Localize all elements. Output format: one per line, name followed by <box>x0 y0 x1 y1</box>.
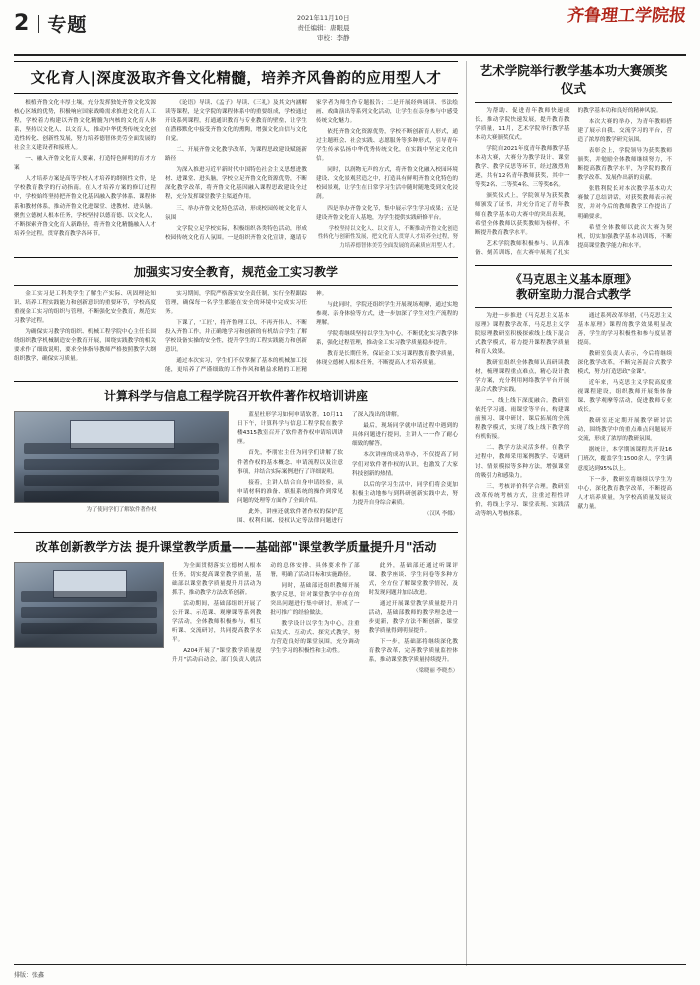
audience-row <box>24 475 220 486</box>
paragraph: 为全面贯彻落实立德树人根本任务，切实提高课堂教学质量，基础部以课堂教学质量提升月活动为抓手，推动教学方法改革创新。 <box>172 562 262 596</box>
paragraph: 近年来，马克思主义学院高度重视课程建设，组织教师开展集体备课、教学观摩等活动，促进教师专业成长。 <box>577 380 672 414</box>
right-article2-title-line1: 《马克思主义基本原理》 <box>510 271 637 286</box>
paragraph: 教学设计以学生为中心，注重启发式、互动式、探究式教学，努力营造良好的课堂氛围，充分调动学生学习的积极性和主动性。 <box>270 621 360 655</box>
page-number-block <box>14 10 87 37</box>
page-columns <box>14 61 686 966</box>
right-article2-rule <box>475 307 672 308</box>
article2-title: 加强实习安全教育，规范金工实习教学 <box>133 264 338 279</box>
paper-nameplate: 齐鲁理工学院报 <box>565 6 688 26</box>
lead-title-separator: | <box>90 70 97 87</box>
article3-title: 计算科学与信息工程学院召开软件著作权培训讲座 <box>103 389 368 404</box>
article3-block <box>14 411 458 526</box>
byline: 学校坚持以文化人、以文育人，不断推动齐鲁文化创造性转化与创新性发展，把文化育人贯穿人才培养全过程，努力培养德智体美劳全面发展的高素质应用型人才。 <box>317 225 458 250</box>
paragraph: 以后的学习生活中，同学们将会更加积极主动地参与到科研创新实践中去，努力提升自身综合素质。 <box>352 481 458 506</box>
paragraph: 一、融入齐鲁文化育人要素，打造特色鲜明的育才方案 <box>14 156 156 172</box>
byline: （梁晓丽 李晓杰） <box>413 668 458 675</box>
lead-article-body <box>14 99 458 251</box>
main-column <box>14 61 466 966</box>
article4-body <box>172 562 458 676</box>
section-name: 专题 <box>47 14 88 36</box>
paragraph: 据统计，本学期该课程共开设16门班次，覆盖学生1500余人，学生满意度达到95%以上。 <box>577 447 672 472</box>
paragraph: 蓝星杜形学习如何申请软著。10月11日下午，计算科学与信息工程学院在教学楼4315教室召开了软件著作权申请培训讲座。 <box>237 412 343 446</box>
article4-title: 改革创新教学方法 提升课堂教学质量——基础部"课堂教学质量提升月"活动 <box>35 539 437 554</box>
paragraph: 人才培养方案是高等学校人才培养的纲领性文件，是学校教育教学的行动指南。在人才培养方案的修订过程中，学校始终坚持把齐鲁文化基因融入教学体系、课程体系和教材体系，推动齐鲁文化进课堂、进教材、进头脑。聚焦立德树人根本任务，学校坚持以德育德、以文化人，不断探索齐鲁文化育人新路径，将齐鲁文化精髓融入人才培养全过程，贯穿教育教学各环节。 <box>14 176 156 237</box>
right-article2-body <box>475 312 672 519</box>
paragraph: 活动期间，基础部组织开展了公开课、示范课、观摩课等系列教学活动，全体教师积极参与，相互听课、交流研讨，共同提高教学水平。 <box>172 601 262 644</box>
paragraph: 与此同时，学院还组织学生开展现场观摩，通过实地参观、亲身体验等方式，进一步加深了学生对生产流程的理解。 <box>316 301 458 326</box>
paragraph: 本次讲座的成功举办，不仅提高了同学们对软件著作权的认识，也激发了大家科技创新的热情。 <box>352 452 458 477</box>
lead-headline <box>14 61 458 94</box>
paragraph: 依托齐鲁文化资源优势，学校不断创新育人形式，通过主题班会、社会实践、志愿服务等多种形式，引导青年学生传承弘扬中华优秀传统文化，在实践中坚定文化自信。 <box>316 129 458 163</box>
paragraph: 此外，基础部还通过听课评课、教学座谈、学生问卷等多种方式，全方位了解课堂教学情况，及时发现问题并加以改进。 <box>368 562 458 596</box>
paragraph: 教研室还定期开展教学研讨活动，围绕教学中的重点难点问题展开交流，形成了浓厚的教研氛围。 <box>577 418 672 443</box>
paragraph: 根植齐鲁文化丰厚土壤，充分发挥独处齐鲁文化发源核心区域的优势，积极响应国家战略需求推进文化育人工程，学校着力构建以齐鲁文化精髓为内核的文化育人体系，坚持以文化人、以文育人，推动中华优秀传统文化创造性转化、创新性发展，努力培养德智体美劳全面发展的社会主义建设者和接班人。 <box>14 100 156 152</box>
lecture-photo <box>14 411 229 503</box>
paragraph: 教育是长期任务，保证金工实习课程教育教学质量，体现立德树人根本任务，不断提高人才培养质量。 <box>316 351 458 367</box>
audience-rows <box>24 443 220 497</box>
masthead-meta <box>297 13 350 43</box>
paragraph: 通过本次实习，学生们不仅掌握了基本的机械加工技能，更培养了严谨细致的工作作风和精益求精的工匠精神。 <box>165 290 328 374</box>
paragraph: 教研室负责人表示，今后将继续深化教学改革，不断完善混合式教学模式，努力打造思政"金课"。 <box>577 350 672 376</box>
paragraph: 为帮助、促进青年教师快速成长，推动学院快速发展，提升教育教学质量，11月，艺术学院举行教学基本功大赛颁奖仪式。 <box>475 108 570 142</box>
paragraph: 为确保实习教学的组织、机械工程学院中心主任长围绕组织教学机械制造安全教育开展，围绕实践教学的相关要求作了细致说明，要求全体指导教师严格按照教学大纲组织教学，确保实习质量。 <box>14 329 156 363</box>
right-article1-rule <box>475 102 672 103</box>
paragraph: 艺术学院教师积极参与、认真准备、刻苦训练，在大赛中展现了扎实的教学基本功和良好的精神风貌。 <box>475 108 662 256</box>
article3-body <box>237 411 458 526</box>
paragraph: 二、教学方法灵活多样。在教学过程中，教师采用案例教学、专题研讨、情景模拟等多种方法，增强课堂的吸引力和感染力。 <box>475 445 570 479</box>
masthead-divider <box>38 15 39 33</box>
paragraph: 四是举办齐鲁文化节，集中展示学生学习成果；五是建设齐鲁文化育人基地，为学生提供实践研修平台。 <box>316 205 458 221</box>
audience-row <box>24 459 220 470</box>
paragraph: 文学院立足学校实际，积极组织各类特色活动，形成校园传统文化育人氛围。一是组织齐鲁文化宣讲，邀请专家学者为师生作专题报告；二是开展经典诵读、书法绘画、戏曲演出等系列文化活动，让学生在亲身参与中感受传统文化魅力。 <box>165 100 458 241</box>
typesetter-credit: 排版：张鑫 <box>14 972 45 979</box>
audience-row <box>21 607 157 618</box>
editor-line-2: 审校：李静 <box>316 34 350 43</box>
paragraph: 同时，以润物无声的方式，将齐鲁文化融入校园环境建设、文化景观营造之中，打造具有鲜明齐鲁文化特色的校园景观，让学生在日常学习生活中随时随地受到文化浸润。 <box>316 167 458 201</box>
paragraph: 此外，讲座还就软件著作权的保护范围、权利归属、侵权认定等法律问题进行了深入浅出的讲解。 <box>237 412 403 524</box>
classroom-photo <box>14 562 164 648</box>
paragraph: 同时，基础部还组织教师开展教学反思，针对课堂教学中存在的突出问题进行集中研讨，形成了一批可推广的经验做法。 <box>270 582 360 617</box>
article4-block <box>14 562 458 676</box>
editor-line-1: 责任编辑：唐眼晨 <box>297 24 350 33</box>
paragraph: 教研室组织全体教师认真研读教材，梳理课程重点难点，精心设计教学方案，充分利用网络教学平台开展混合式教学实践。 <box>475 360 570 394</box>
audience-row <box>21 591 157 602</box>
right-article1-body <box>475 107 672 258</box>
paragraph: 三、举办齐鲁文化特色活动，形成校园传统文化育人氛围 <box>165 205 307 221</box>
paragraph: 张胜利院长对本次教学基本功大赛做了总结讲话，对获奖教师表示祝贺，并对今后的教师教学工作提出了明确要求。 <box>577 186 672 220</box>
paragraph: 下一步，基础部将继续深化教育教学改革，完善教学质量监控体系，推动课堂教学质量持续提升。 <box>368 639 458 664</box>
masthead-rule <box>14 54 686 56</box>
byline: （汉风 李娜） <box>423 510 458 517</box>
photo-caption: 为了使同学们了解软件著作权 <box>86 507 157 514</box>
paragraph: 三、考核评价科学合理。教研室改革传统考核方式，注重过程性评价，将线上学习、课堂表现、实践活动等纳入考核体系。 <box>475 483 570 517</box>
lead-title-part1: 文化育人 <box>30 70 91 87</box>
paragraph: 首先，李朋宏主任为同学们讲解了软件著作权的基本概念、申请流程以及注意事项，并结合实际案例进行了详细说明。 <box>237 450 343 475</box>
paragraph: 颁奖仪式上，学院领导为获奖教师颁发了证书，并充分肯定了青年教师在教学基本功大赛中的突出表现，希望全体教师以获奖教师为榜样，不断提升教育教学水平。 <box>475 193 570 236</box>
paragraph: 《论语》导读、《孟子》导读、《三礼》及其文内涵解读等课程，是文学院的课程体系中的重要组成，学校通过开设系列课程，打通通识教育与专业教育的壁垒，让学生在潜移默化中接受齐鲁文化的熏陶，增强文化自信与文化自觉。 <box>165 100 307 143</box>
article2-rule <box>14 285 458 286</box>
article4-photo-block <box>14 562 164 676</box>
paragraph: 一、线上线下深度融合。教研室依托学习通、雨课堂等平台，构建课前预习、课中研讨、课后拓展的全流程教学模式，实现了线上线下教学的有机衔接。 <box>475 398 570 441</box>
paragraph: 通过系列改革举措，《马克思主义基本原理》课程的教学效果明显改善，学生的学习积极性和参与度显著提高。 <box>577 312 672 346</box>
paragraph: 金工实习是工科类学生了解生产实际、巩固理论知识、培养工程实践能力和创新意识的重要环节，学校高度重视金工实习的组织与管理，不断强化安全教育，规范实习教学过程。 <box>14 290 156 324</box>
paragraph: 为深入推进习近平新时代中国特色社会主义思想进教材、进课堂、进头脑，学校立足齐鲁文化资源优势，不断深化教学改革，将齐鲁文化基因融入课程思政建设全过程，充分发挥课堂教学主渠道作用。 <box>165 167 307 201</box>
article3-photo-block <box>14 411 229 526</box>
right-article1-title: 艺术学院举行教学基本功大赛颁奖仪式 <box>479 63 668 96</box>
paragraph: 学院将继续坚持以学生为中心，不断优化实习教学体系，强化过程管理，推动金工实习教学质量稳步提升。 <box>316 331 458 347</box>
paragraph: 希望全体教师以此次大赛为契机，切实加强教学基本功训练，不断提高课堂教学能力和水平。 <box>577 224 672 249</box>
paragraph: 表彰会上，学院领导为获奖教师颁奖，并勉励全体教师继续努力，不断提高教育教学水平，为学院的教育教学改革、发展作出新的贡献。 <box>577 148 672 182</box>
right-article2-title-line2: 教研室助力混合式教学 <box>516 287 631 302</box>
paragraph: 下一步，教研室将继续以学生为中心，深化教育教学改革，不断提高人才培养质量，为学校高质量发展贡献力量。 <box>577 476 672 510</box>
paragraph: 实习期间，学院严格落实安全责任制，实行全程跟踪管理，确保每一名学生都能在安全的环境中完成实习任务。 <box>165 290 307 315</box>
paragraph: 本次大赛的举办，为青年教师搭建了展示自我、交流学习的平台，营造了浓厚的教学研究氛围。 <box>577 119 672 144</box>
masthead <box>14 6 688 52</box>
audience-row <box>21 623 157 634</box>
lead-title-part2: 深度汲取齐鲁文化精髓，培养齐风鲁韵的应用型人才 <box>96 70 442 87</box>
footer-rule <box>14 964 686 965</box>
audience-rows <box>21 591 157 641</box>
paragraph: 接着，主讲人结合自身申请经验，从申请材料的准备、填报系统的操作到常见问题的处理等方面作了全面介绍。 <box>237 479 343 504</box>
audience-row <box>24 443 220 454</box>
paragraph: 下课了，'工匠'，将齐鲁理工以、不再齐伟人、不断投入齐鲁工作，并正确地学习和创新的有机结合学生了解学校设备实操的安全性，提升学生的工程实践能力和创新意识。 <box>165 320 307 354</box>
paragraph: 最后，现场同学就申请过程中遇到的具体问题进行提问，主讲人一一作了耐心细致的解答。 <box>352 423 458 448</box>
paragraph: 二、开展齐鲁文化教学改革，为课程思政建设赋能新路径 <box>165 147 307 163</box>
audience-row <box>24 491 220 502</box>
paragraph: 为进一步推进《马克思主义基本原理》课程教学改革，马克思主义学院原理教研室积极探索线上线下混合式教学模式，着力提升课程教学质量和育人效果。 <box>475 312 570 355</box>
paragraph: A204开展了"课堂教学质量提升月"活动启动会，部门负责人就活动的总体安排、具体要求作了部署，明确了活动目标和实施路径。 <box>172 562 360 664</box>
paragraph: 通过开展课堂教学质量提升月活动，基础部教师的教学理念进一步更新，教学方法不断创新，课堂教学质量得到明显提升。 <box>368 601 458 635</box>
right-divider <box>475 265 672 266</box>
page-number: 2 <box>14 11 31 36</box>
paragraph: 学院自2021年度青年教师教学基本功大赛，大赛分为教学设计、课堂教学、教学反思等环节，经过激烈角逐，共有12名青年教师获奖，其中一等奖2名、二等奖4名、三等奖6名。 <box>475 146 570 189</box>
right-column <box>466 61 672 966</box>
article2-body <box>14 290 458 375</box>
issue-date: 2021年11月10日 <box>296 14 350 22</box>
